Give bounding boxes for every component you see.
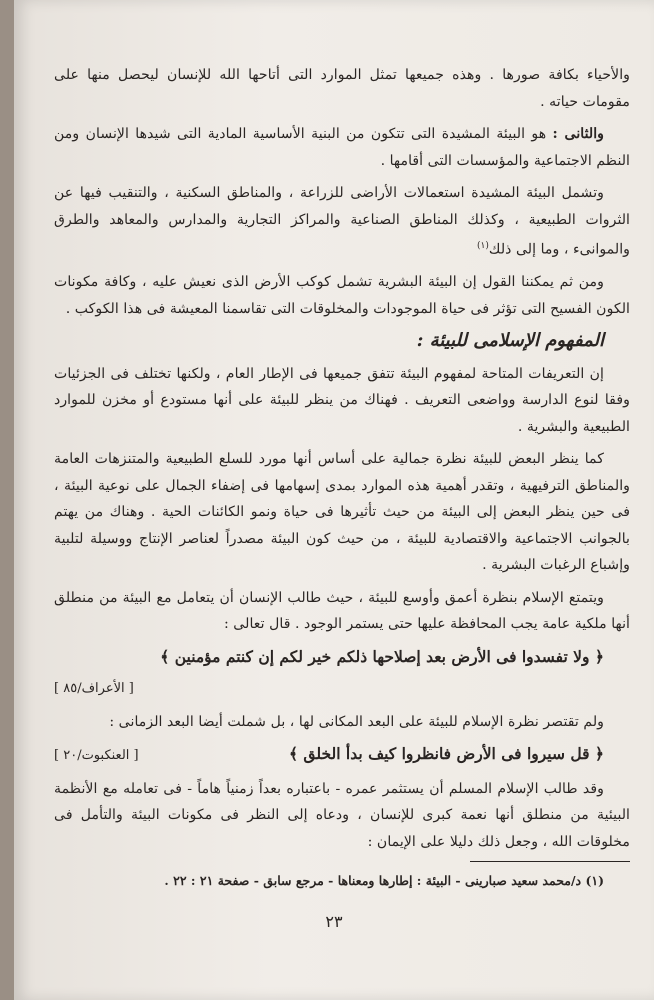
section-paragraph-4: ولم تقتصر نظرة الإسلام للبيئة على البعد المكانى لها ، بل شملت أيضا البعد الزمانى : bbox=[109, 713, 604, 730]
section-paragraph-5: وقد طالب الإسلام المسلم أن يستثمر عمره - باعتباره بعداً زمنياً هاماً - فى تعامله مع الأنظمة البيئية من منطلق أنها نعمة كبرى للإنسان ، ودعاه إلى النظر فى مكونات البيئة والتأمل فى مخلوقات الله ، وجعل ذلك دليلا على الإيمان : bbox=[54, 780, 630, 850]
verse-2-row bbox=[54, 741, 630, 776]
page-number: ٢٣ bbox=[325, 912, 343, 931]
quran-verse-1: ﴿ ولا تفسدوا فى الأرض بعد إصلاحها ذلكم خير لكم إن كنتم مؤمنين ﴾ bbox=[160, 646, 604, 666]
verse-2-reference: [ العنكبوت/٢٠ ] bbox=[54, 748, 139, 764]
quran-verse-2: ﴿ قل سيروا فى الأرض فانظروا كيف بدأ الخلق ﴾ bbox=[288, 744, 604, 764]
footnote-marker: (١) bbox=[477, 241, 489, 251]
paragraph-3 bbox=[54, 180, 630, 263]
paragraph-1: والأحياء بكافة صورها . وهذه جميعها تمثل الموارد التى أتاحها الله للإنسان ليحصل منها على مقومات حياته . bbox=[54, 67, 630, 110]
footnote-divider bbox=[470, 861, 630, 862]
paragraph-2-text: هو البيئة المشيدة التى تتكون من البنية الأساسية المادية التى شيدها الإنسان ومن النظم الاجتماعية والمؤسسات التى أقامها . bbox=[54, 126, 630, 169]
section-paragraph-1: إن التعريفات المتاحة لمفهوم البيئة تتفق جميعها فى الإطار العام ، ولكنها تختلف فى الجزئيات وفقا لنوع الدارسة وواضعى التعريف . فهناك من ينظر للبيئة على أنها مستودع أو مخزن للموارد الطبيعية والبشرية . bbox=[54, 365, 630, 435]
page-body bbox=[54, 62, 630, 901]
footnote: (١) د/محمد سعيد صبارينى - البيئة : إطارها ومعناها - مرجع سابق - صفحة ٢١ : ٢٢ . bbox=[164, 873, 604, 889]
paragraph-2-lead: والثانى : bbox=[552, 126, 605, 142]
book-page bbox=[14, 0, 654, 1000]
section-heading: المفهوم الإسلامى للبيئة : bbox=[416, 330, 604, 352]
verse-1-reference: [ الأعراف/٨٥ ] bbox=[54, 681, 134, 697]
section-paragraph-3: ويتمتع الإسلام بنظرة أعمق وأوسع للبيئة ، حيث طالب الإنسان أن يتعامل مع البيئة من منطلق أنها ملكية عامة يجب المحافظة عليها حتى يستمر الوجود . قال تعالى : bbox=[54, 589, 630, 633]
paragraph-2 bbox=[54, 121, 630, 174]
paragraph-4: ومن ثم يمكننا القول إن البيئة البشرية تشمل كوكب الأرض الذى نعيش عليه ، وكافة مكونات الكون الفسيح التى تؤثر فى حياة الموجودات والمخلوقات التى تقاسمنا المعيشة فى هذا الكوكب . bbox=[54, 274, 630, 317]
section-paragraph-2: كما ينظر البعض للبيئة نظرة جمالية على أساس أنها مورد للسلع الطبيعية والمتنزهات العامة والمناطق الترفيهية ، وتقدر أهمية هذه الموارد بمدى إسهامها فى إضفاء الجمال على نوعية البيئة ، فى حين ينظر البعض إلى البيئة من حيث تأثيرها فى حياة ونمو الكائنات الحية . وهناك من يهتم بالجوانب الاجتماعية والاقتصادية للبيئة ، من حيث كون البيئة مصدراً لعناصر الإنتاج ووسيلة لتلبية وإشباع الرغبات البشرية . bbox=[54, 451, 630, 574]
paragraph-3-text: وتشمل البيئة المشيدة استعمالات الأراضى للزراعة ، والمناطق السكنية ، والتنقيب فيها عن الثروات الطبيعية ، وكذلك المناطق الصناعية والمراكز التجارية والمدارس والمعاهد والطرق والموانىء ، وما إلى ذلك bbox=[54, 185, 630, 258]
